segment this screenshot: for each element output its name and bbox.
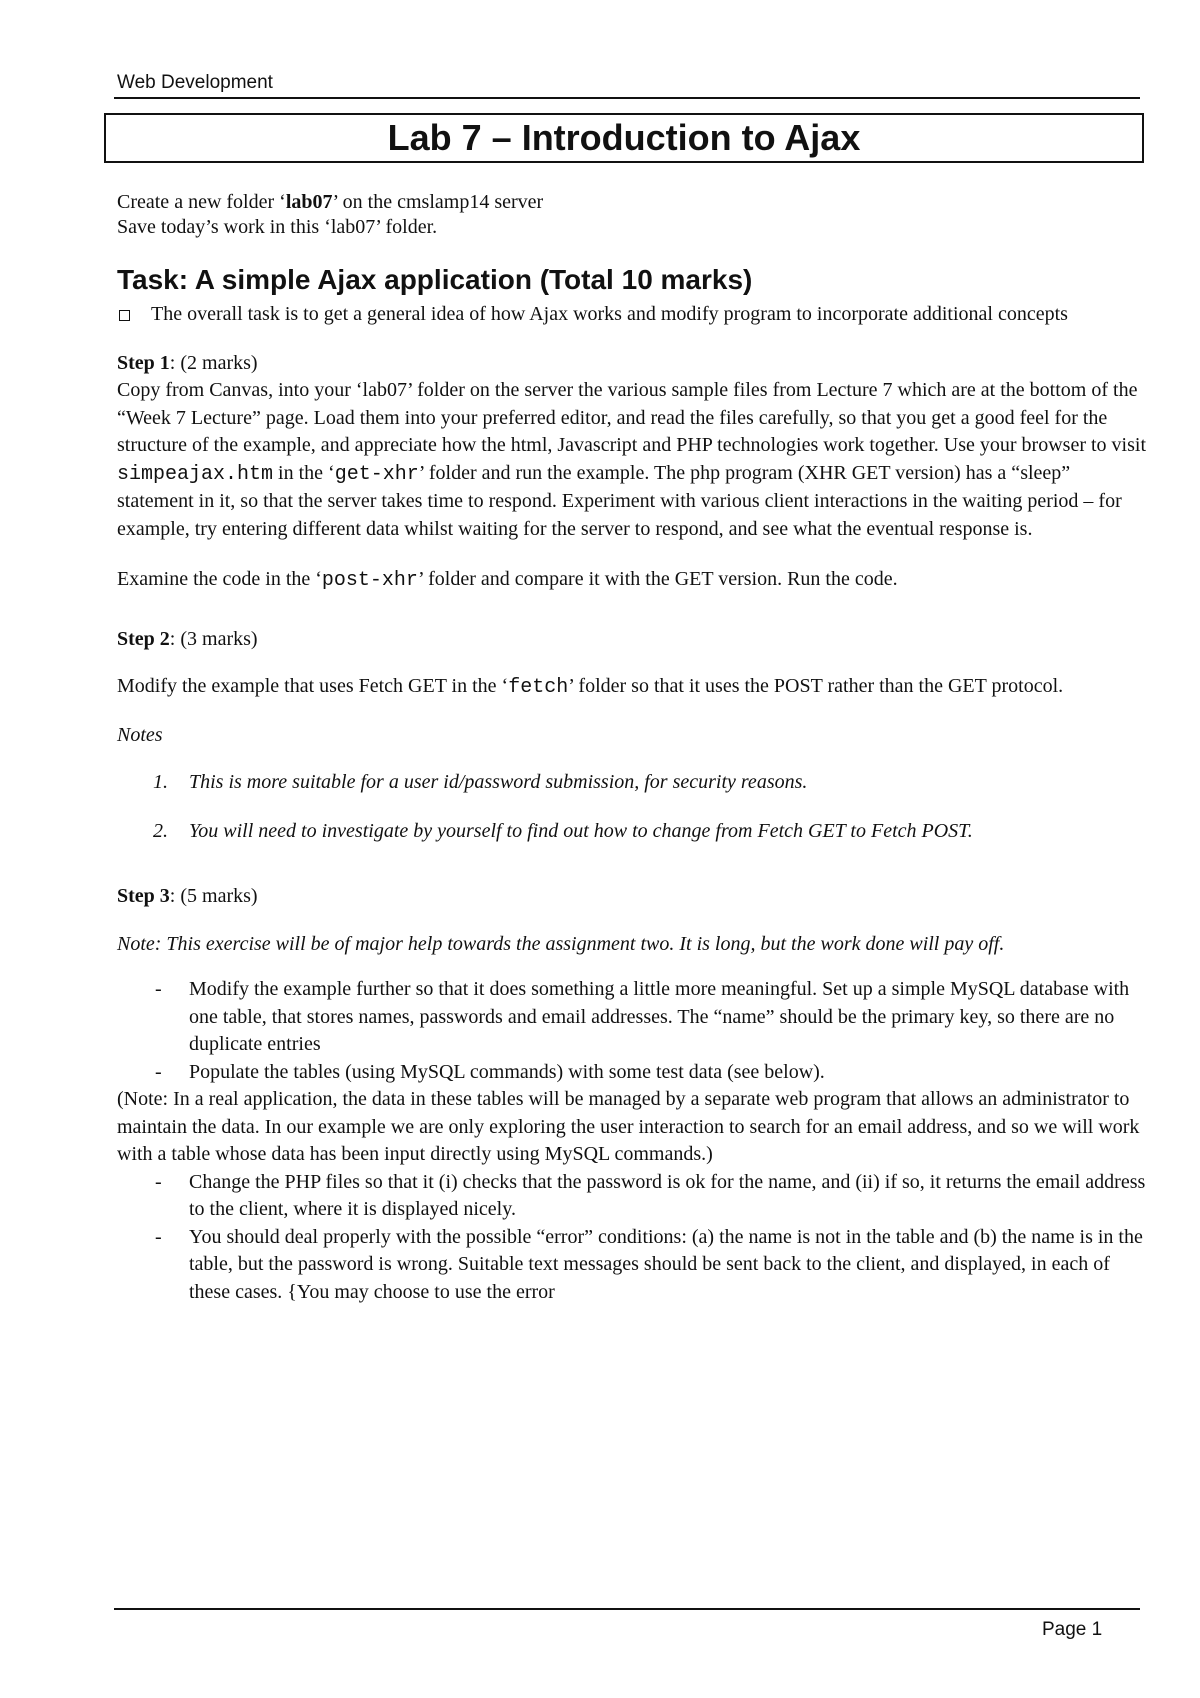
step2-paragraph: Modify the example that uses Fetch GET in the ‘fetch’ folder so that it uses the POST rather than the GET protocol. <box>117 675 1064 699</box>
code-folder: post-xhr <box>321 569 418 592</box>
list-item: - Change the PHP files so that it (i) checks that the password is ok for the name, and (ii) if so, it returns the email address to the client, where it is displayed nicely. <box>155 1170 1146 1220</box>
intro-line-2: Save today’s work in this ‘lab07’ folder. <box>117 216 438 238</box>
notes-list <box>117 769 1147 845</box>
document-body <box>117 190 1147 1306</box>
header-rule <box>114 97 1140 99</box>
step3-heading: Step 3: (5 marks) <box>117 885 258 907</box>
task-heading: Task: A simple Ajax application (Total 10 marks) <box>117 264 753 295</box>
page-number: Page 1 <box>1042 1619 1103 1640</box>
notes-label: Notes <box>117 723 163 746</box>
task-bullet: The overall task is to get a general idea of how Ajax works and modify program to incorporate additional concepts <box>117 301 1147 329</box>
intro-line-1: Create a new folder ‘lab07’ on the cmslamp14 server <box>117 191 544 213</box>
step3-list-b <box>117 1169 1147 1307</box>
list-item: - Populate the tables (using MySQL commands) with some test data (see below). <box>155 1060 825 1083</box>
title-box <box>104 113 1144 163</box>
running-header: Web Development <box>117 72 273 93</box>
list-item: - You should deal properly with the possible “error” conditions: (a) the name is not in the table and (b) the name is in the table, but the password is wrong. Suitable text messages should be sent back to the client, and displayed, in each of these cases. {You may choose to use the error <box>155 1225 1143 1303</box>
step3-note: Note: This exercise will be of major help towards the assignment two. It is long, but the work done will pay off. <box>117 932 1005 955</box>
step3-list-a <box>117 976 1147 1086</box>
code-filename: simpeajax.htm <box>117 462 274 486</box>
step1-heading: Step 1: (2 marks) <box>117 351 258 374</box>
list-item: 1. This is more suitable for a user id/password submission, for security reasons. <box>153 771 808 793</box>
folder-name: lab07 <box>285 191 333 213</box>
step3-paren-note: (Note: In a real application, the data in these tables will be managed by a separate web program that allows an administrator to maintain the data. In our example we are only exploring the user interaction to search for an email address, and so we will work with a table whose data has been input directly using MySQL commands.) <box>117 1088 1140 1165</box>
footer-rule <box>114 1608 1140 1610</box>
code-folder: get-xhr <box>334 462 419 486</box>
list-item: - Modify the example further so that it does something a little more meaningful. Set up a simple MySQL database with one table, that stores names, passwords and email addresses. The “name” should be the primary key, so there are no duplicate entries <box>155 978 1130 1055</box>
intro <box>117 190 1147 240</box>
step2-heading: Step 2: (3 marks) <box>117 627 258 650</box>
step1-paragraph: Copy from Canvas, into your ‘lab07’ folder on the server the various sample files from Lecture 7 which are at the bottom of the “Week 7 Lecture” page. Load them into your preferred editor, and read the files carefully, so that you get a good feel for the structure of the example, and appreciate how the html, Javascript and PHP technologies work together. Use your browser to visit simpeajax.htm in the ‘get-xhr’ folder and run the example. The php program (XHR GET version) has a “sleep” statement in it, so that the server takes time to respond. Experiment with various client interactions in the waiting period – for example, try entering different data whilst waiting for the server to respond, and see what the eventual response is. <box>117 379 1146 540</box>
square-bullet-icon <box>119 310 130 321</box>
step1-paragraph-2: Examine the code in the ‘post-xhr’ folder and compare it with the GET version. Run the code. <box>117 568 898 592</box>
page-title: Lab 7 – Introduction to Ajax <box>387 117 861 158</box>
code-folder: fetch <box>508 676 569 699</box>
list-item: 2. You will need to investigate by yourself to find out how to change from Fetch GET to Fetch POST. <box>153 819 973 842</box>
